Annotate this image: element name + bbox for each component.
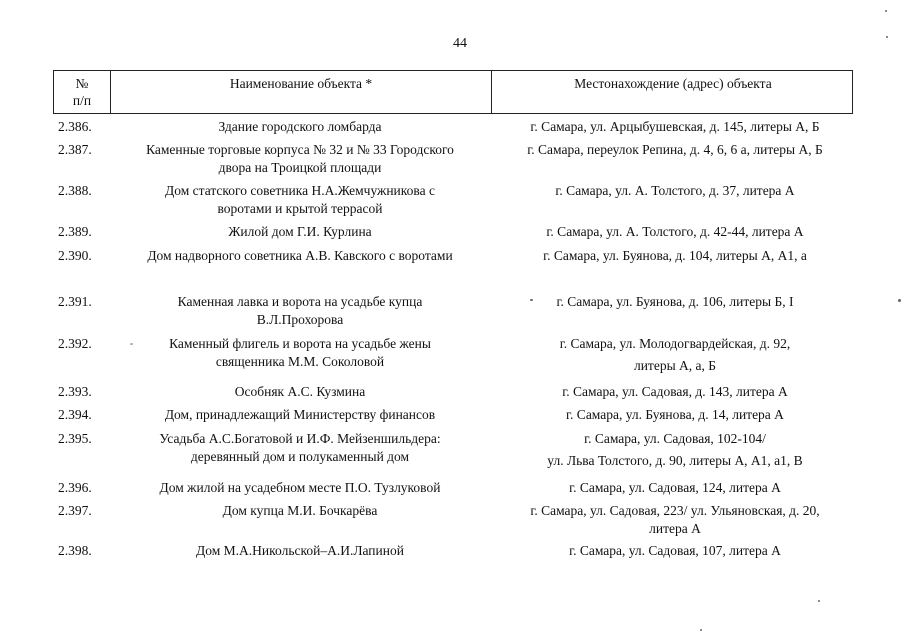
address-line: г. Самара, ул. Буянова, д. 14, литера А	[566, 407, 784, 422]
object-name-line: Жилой дом Г.И. Курлина	[228, 224, 372, 239]
row-number: 2.397.	[58, 503, 92, 518]
address-line: г. Самара, ул. Садовая, 102-104/	[584, 431, 766, 446]
object-name	[112, 223, 488, 241]
row-number: 2.396.	[58, 480, 92, 495]
object-address	[495, 141, 855, 159]
object-name-line: двора на Троицкой площади	[218, 160, 382, 175]
header-number-abbrev: п/п	[72, 93, 92, 108]
object-name	[112, 542, 488, 560]
row-number: 2.393.	[58, 384, 92, 399]
address-line: г. Самара, ул. Садовая, д. 143, литера А	[562, 384, 788, 399]
header-number-symbol: №	[75, 76, 89, 91]
table-header	[53, 70, 853, 114]
object-address	[495, 479, 855, 497]
address-line: г. Самара, ул. Садовая, 107, литера А	[569, 543, 781, 558]
address-line: литера А	[649, 521, 701, 536]
address-line: г. Самара, ул. А. Толстого, д. 37, литера А	[555, 183, 795, 198]
object-address	[495, 247, 855, 265]
object-name-line: Дом жилой на усадебном месте П.О. Тузлуковой	[159, 480, 441, 495]
object-name-line: Усадьба А.С.Богатовой и И.Ф. Мейзеншильдера:	[159, 431, 441, 446]
object-name-line: Каменный флигель и ворота на усадьбе жены	[169, 336, 431, 351]
object-name	[112, 502, 488, 520]
object-address	[495, 383, 855, 401]
object-name-line: священника М.М. Соколовой	[215, 354, 385, 369]
object-name-line: Дом М.А.Никольской–А.И.Лапиной	[196, 543, 404, 558]
header-address-column: Местонахождение (адрес) объекта	[574, 76, 772, 91]
row-number: 2.394.	[58, 407, 92, 422]
object-name-line: Особняк А.С. Кузмина	[234, 384, 366, 399]
object-address	[495, 502, 855, 538]
object-name-line: воротами и крытой террасой	[217, 201, 383, 216]
address-line: литеры А, а, Б	[633, 358, 717, 373]
header-number-column	[54, 71, 111, 113]
object-name-line: Каменные торговые корпуса № 32 и № 33 Городского	[146, 142, 454, 157]
object-name-line: В.Л.Прохорова	[256, 312, 344, 327]
address-line: г. Самара, ул. Буянова, д. 104, литеры А, А1, а	[543, 248, 807, 263]
row-number: 2.391.	[58, 294, 92, 309]
address-line: г. Самара, ул. Буянова, д. 106, литеры Б, I	[556, 294, 794, 309]
scan-speck	[886, 36, 888, 38]
object-name	[112, 247, 488, 265]
scan-speck	[700, 629, 702, 631]
object-name-line: Дом купца М.И. Бочкарёва	[222, 503, 378, 518]
object-name	[112, 479, 488, 497]
object-name	[112, 406, 488, 424]
address-line: г. Самара, ул. Молодогвардейская, д. 92,	[559, 336, 791, 351]
object-name	[112, 293, 488, 329]
row-number: 2.388.	[58, 183, 92, 198]
row-number: 2.395.	[58, 431, 92, 446]
object-name-line: Дом, принадлежащий Министерству финансов	[164, 407, 436, 422]
object-name-line: Дом надворного советника А.В. Кавского с воротами	[147, 248, 453, 263]
scan-speck	[898, 299, 901, 302]
object-address	[495, 293, 855, 311]
object-address	[495, 182, 855, 200]
row-number: 2.398.	[58, 543, 92, 558]
row-number: 2.389.	[58, 224, 92, 239]
header-object-name-column: Наименование объекта *	[111, 71, 492, 113]
object-name	[112, 141, 488, 177]
scan-speck	[818, 600, 820, 602]
address-line: г. Самара, ул. Арцыбушевская, д. 145, литеры А, Б	[530, 119, 820, 134]
page-number: 44	[453, 36, 467, 51]
object-name-line: Каменная лавка и ворота на усадьбе купца	[177, 294, 423, 309]
object-name	[112, 430, 488, 466]
object-name	[112, 118, 488, 136]
object-name	[112, 182, 488, 218]
address-line: г. Самара, ул. А. Толстого, д. 42-44, литера А	[546, 224, 804, 239]
object-address	[495, 335, 855, 375]
object-name-line: Дом статского советника Н.А.Жемчужникова с	[165, 183, 435, 198]
row-number: 2.390.	[58, 248, 92, 263]
row-number: 2.386.	[58, 119, 92, 134]
address-line: г. Самара, ул. Садовая, 223/ ул. Ульяновская, д. 20,	[530, 503, 820, 518]
object-address	[495, 542, 855, 560]
scan-speck	[885, 10, 887, 12]
address-line: ул. Льва Толстого, д. 90, литеры А, А1, а1, В	[547, 453, 803, 468]
scan-speck	[130, 343, 133, 345]
object-address	[495, 118, 855, 136]
row-number: 2.392.	[58, 336, 92, 351]
object-name-line: деревянный дом и полукаменный дом	[190, 449, 410, 464]
object-address	[495, 223, 855, 241]
object-name-line: Здание городского ломбарда	[218, 119, 382, 134]
scan-speck	[530, 299, 533, 301]
row-number: 2.387.	[58, 142, 92, 157]
address-line: г. Самара, ул. Садовая, 124, литера А	[569, 480, 781, 495]
address-line: г. Самара, переулок Репина, д. 4, 6, 6 а, литеры А, Б	[527, 142, 823, 157]
object-name	[112, 335, 488, 371]
object-address	[495, 406, 855, 424]
object-name	[112, 383, 488, 401]
object-address	[495, 430, 855, 470]
